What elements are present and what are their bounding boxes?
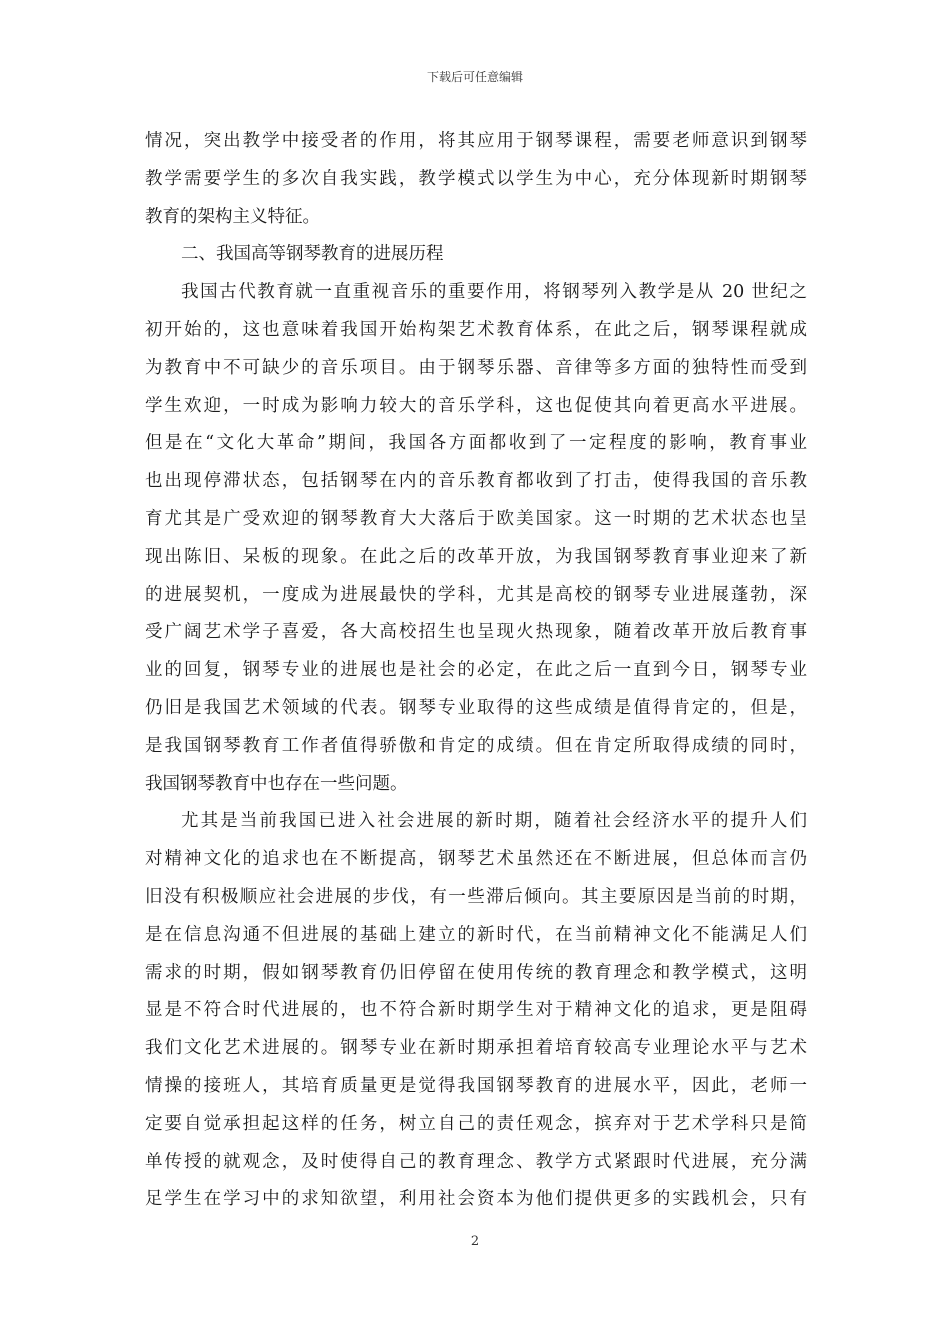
- text-line: 旧没有积极顺应社会进展的步伐，有一些滞后倾向。其主要原因是当前的时期，: [145, 886, 807, 907]
- text-line: 对精神文化的追求也在不断提高，钢琴艺术虽然还在不断进展，但总体而言仍: [145, 849, 807, 870]
- text-line: 受广阔艺术学子喜爱，各大高校招生也呈现火热现象，随着改革开放后教育事: [145, 622, 807, 643]
- page-number: 2: [470, 1234, 480, 1249]
- text-line: 但是在“文化大革命”期间，我国各方面都收到了一定程度的影响，教育事业: [145, 433, 807, 454]
- text-line: 是我国钢琴教育工作者值得骄傲和肯定的成绩。但在肯定所取得成绩的同时，: [145, 735, 807, 756]
- text-line: 我国钢琴教育中也存在一些问题。: [145, 773, 408, 794]
- text-line: 教学需要学生的多次自我实践，教学模式以学生为中心，充分体现新时期钢琴: [145, 168, 807, 189]
- text-line: 情况，突出教学中接受者的作用，将其应用于钢琴课程，需要老师意识到钢琴: [145, 131, 807, 151]
- text-line: 的进展契机，一度成为进展最快的学科，尤其是高校的钢琴专业进展蓬勃，深: [145, 584, 807, 605]
- text-line: 是在信息沟通不但进展的基础上建立的新时代，在当前精神文化不能满足人们: [145, 924, 807, 945]
- text-line: 单传授的就观念，及时使得自己的教育理念、教学方式紧跟时代进展，充分满: [145, 1151, 807, 1172]
- section-heading: [145, 236, 807, 274]
- text-line: 育尤其是广受欢迎的钢琴教育大大落后于欧美国家。这一时期的艺术状态也呈: [145, 508, 807, 529]
- text-line: 我国古代教育就一直重视音乐的重要作用，将钢琴列入教学是从 20 世纪之: [181, 282, 807, 303]
- text-line: 我们文化艺术进展的。钢琴专业在新时期承担着培育较高专业理论水平与艺术: [145, 1038, 807, 1059]
- paragraph: [145, 123, 807, 236]
- text-line: 定要自觉承担起这样的任务，树立自己的责任观念，摈弃对于艺术学科只是简: [145, 1113, 807, 1134]
- text-line: 情操的接班人，其培育质量更是觉得我国钢琴教育的进展水平，因此，老师一: [145, 1075, 807, 1096]
- text-line: 也出现停滞状态，包括钢琴在内的音乐教育都收到了打击，使得我国的音乐教: [145, 471, 807, 492]
- text-line: 显是不符合时代进展的，也不符合新时期学生对于精神文化的追求，更是阻碍: [145, 1000, 807, 1021]
- document-body: [145, 123, 807, 1219]
- text-line: 足学生在学习中的求知欲望，利用社会资本为他们提供更多的实践机会，只有: [145, 1189, 807, 1210]
- text-line: 学生欢迎，一时成为影响力较大的音乐学科，这也促使其向着更高水平进展。: [145, 395, 807, 416]
- paragraph: [145, 274, 807, 803]
- text-line: 初开始的，这也意味着我国开始构架艺术教育体系，在此之后，钢琴课程就成: [145, 319, 807, 340]
- text-line: 尤其是当前我国已进入社会进展的新时期，随着社会经济水平的提升人们: [181, 811, 807, 832]
- page-header: 下载后可任意编辑: [426, 70, 523, 84]
- text-line: 现出陈旧、呆板的现象。在此之后的改革开放，为我国钢琴教育事业迎来了新: [145, 546, 807, 567]
- text-line: 教育的架构主义特征。: [145, 206, 320, 227]
- text-line: 需求的时期，假如钢琴教育仍旧停留在使用传统的教育理念和教学模式，这明: [145, 962, 807, 983]
- text-line: 仍旧是我国艺术领域的代表。钢琴专业取得的这些成绩是值得肯定的，但是，: [145, 697, 807, 718]
- text-line: 二、我国高等钢琴教育的进展历程: [181, 244, 444, 265]
- text-line: 业的回复，钢琴专业的进展也是社会的必定，在此之后一直到今日，钢琴专业: [145, 660, 807, 681]
- paragraph: [145, 803, 807, 1219]
- text-line: 为教育中不可缺少的音乐项目。由于钢琴乐器、音律等多方面的独特性而受到: [145, 357, 807, 378]
